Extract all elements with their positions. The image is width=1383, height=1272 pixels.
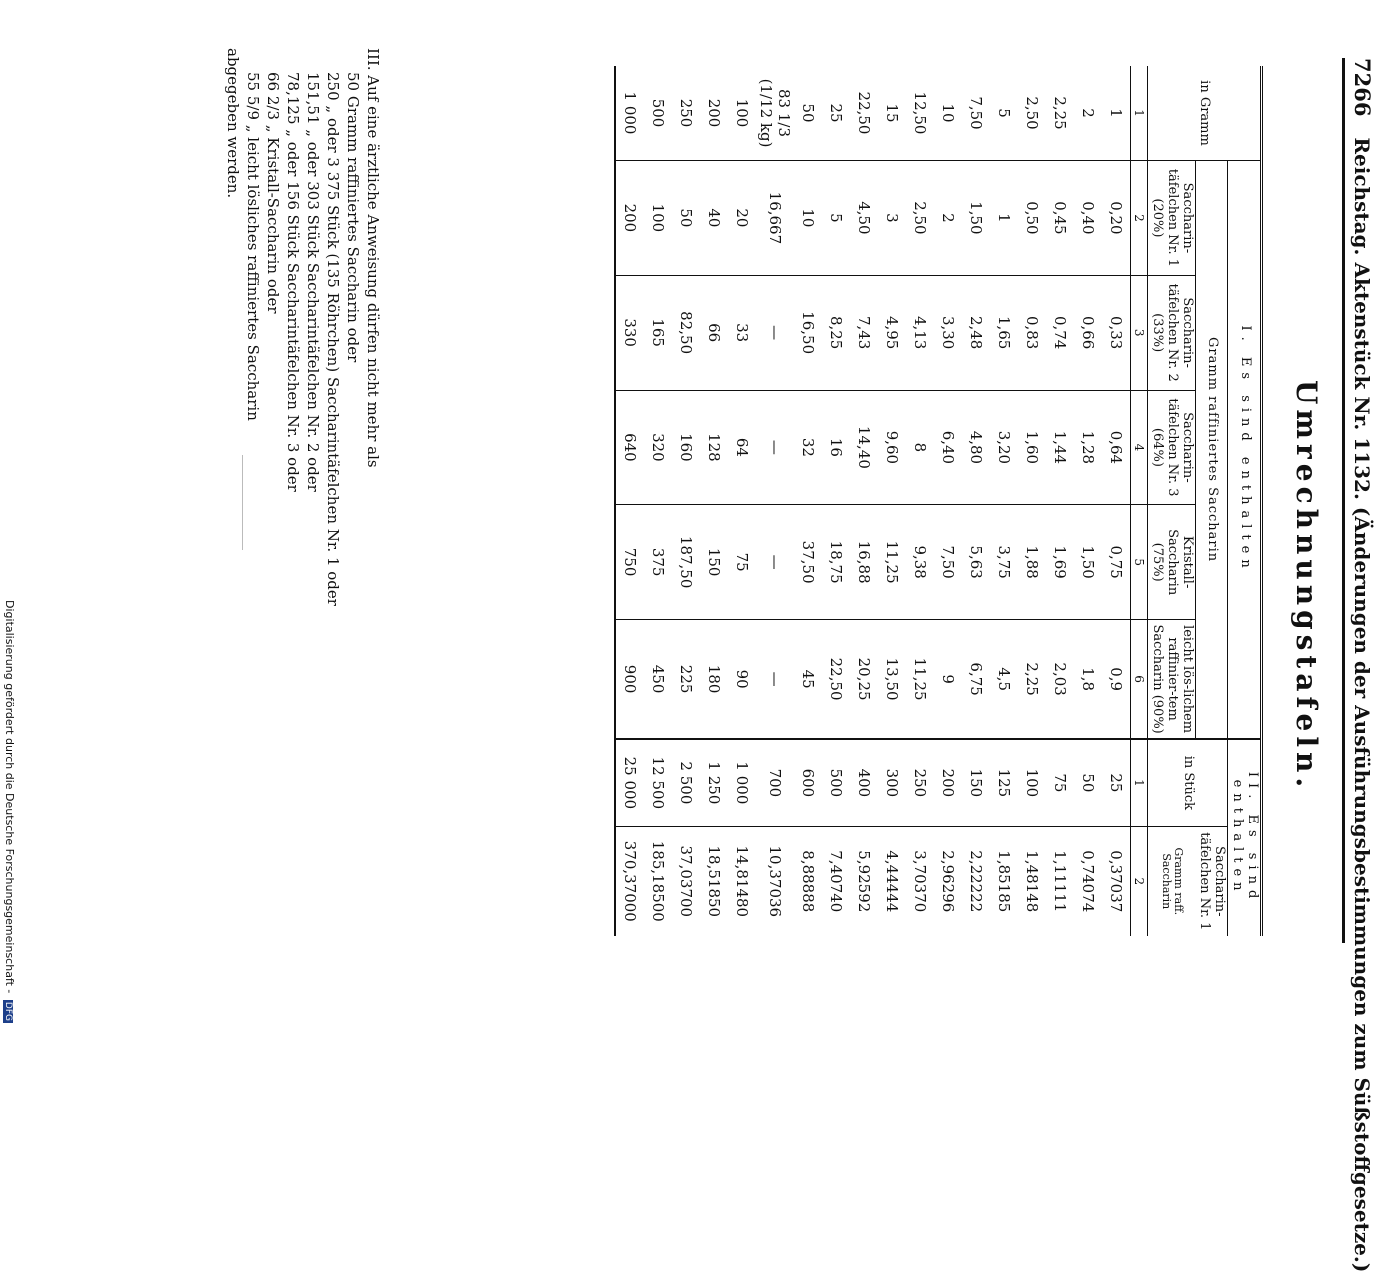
table-cell: 1,50 bbox=[962, 161, 990, 276]
table-cell: 370,37000 bbox=[615, 826, 644, 936]
col-head-kristall: Kristall-Saccharin (75%) bbox=[1147, 505, 1195, 620]
table-cell: 20 bbox=[728, 161, 756, 276]
table-cell: 0,37037 bbox=[1102, 826, 1131, 936]
notes-section bbox=[223, 48, 383, 608]
table-row bbox=[962, 66, 990, 936]
note-line: 55 5/9 „ leicht lösliches raffiniertes Saccharin bbox=[244, 72, 262, 421]
note-line: 66 2/3 „ Kristall-Saccharin oder bbox=[264, 72, 282, 314]
table-cell: 8,25 bbox=[822, 275, 850, 390]
table-cell: 83 1/3 (1/12 kg) bbox=[756, 78, 793, 148]
table-cell: 33 bbox=[728, 275, 756, 390]
table-cell: — bbox=[756, 505, 794, 620]
table-row bbox=[1046, 66, 1074, 936]
table-cell: 750 bbox=[615, 505, 644, 620]
table-cell: 0,75 bbox=[1102, 505, 1131, 620]
table-cell: 16 bbox=[822, 390, 850, 505]
col-head-stueck: in Stück bbox=[1147, 739, 1227, 826]
col-number: 2 bbox=[1130, 826, 1147, 936]
table-cell: 0,33 bbox=[1102, 275, 1131, 390]
col-head-tablet-nr2: Saccharin-täfelchen Nr. 2 (33%) bbox=[1147, 275, 1195, 390]
table-cell: 600 bbox=[794, 739, 822, 826]
table-cell: 2,50 bbox=[1022, 96, 1041, 130]
running-header bbox=[1350, 58, 1375, 1272]
table-cell: 50 bbox=[1074, 739, 1102, 826]
table-cell: 330 bbox=[615, 275, 644, 390]
table-row bbox=[728, 66, 756, 936]
table-row bbox=[700, 66, 728, 936]
table-cell: 450 bbox=[644, 620, 672, 740]
table-cell: 160 bbox=[672, 390, 700, 505]
table-cell: 200 bbox=[934, 739, 962, 826]
col-number: 3 bbox=[1130, 275, 1147, 390]
table-cell: 5 bbox=[994, 108, 1013, 118]
table-cell: 7,40740 bbox=[822, 826, 850, 936]
table-cell: 14,40 bbox=[850, 390, 878, 505]
table-cell: 1,69 bbox=[1046, 505, 1074, 620]
table-cell: 187,50 bbox=[672, 505, 700, 620]
table-row bbox=[878, 66, 906, 936]
table-cell: 10,37036 bbox=[756, 826, 794, 936]
table-cell: 2,48 bbox=[962, 275, 990, 390]
table-cell: 18,51850 bbox=[700, 826, 728, 936]
table-cell: 1,28 bbox=[1074, 390, 1102, 505]
table-cell: 16,50 bbox=[794, 275, 822, 390]
table-cell: 2,22222 bbox=[962, 826, 990, 936]
table-row bbox=[1074, 66, 1102, 936]
table-cell: 9,38 bbox=[906, 505, 934, 620]
table-cell: 7,43 bbox=[850, 275, 878, 390]
table-cell: 0,50 bbox=[1018, 161, 1046, 276]
table-cell: 22,50 bbox=[822, 620, 850, 740]
table-cell: 100 bbox=[644, 161, 672, 276]
table-cell: 5 bbox=[822, 161, 850, 276]
table-cell: 5,92592 bbox=[850, 826, 878, 936]
section-two-label: II. Es sind enthalten bbox=[1228, 739, 1262, 936]
table-cell: 640 bbox=[615, 390, 644, 505]
table-cell: 500 bbox=[648, 98, 667, 128]
note-line: 250 „ oder 3 375 Stück (135 Röhrchen) Saccharintäfelchen Nr. 1 oder bbox=[324, 72, 342, 606]
table-cell: 2 500 bbox=[672, 739, 700, 826]
col-number: 1 bbox=[1130, 66, 1147, 161]
table-cell: 14,81480 bbox=[728, 826, 756, 936]
table-row bbox=[1018, 66, 1046, 936]
table-cell: 4,95 bbox=[878, 275, 906, 390]
header-rule bbox=[1342, 58, 1345, 943]
table-cell: 50 bbox=[798, 103, 817, 123]
table-cell: 400 bbox=[850, 739, 878, 826]
note-line: III. Auf eine ärztliche Anweisung dürfen nicht mehr als bbox=[364, 48, 382, 468]
table-cell: 2 bbox=[1078, 108, 1097, 118]
table-cell: 375 bbox=[644, 505, 672, 620]
table-cell: 5,63 bbox=[962, 505, 990, 620]
conversion-table bbox=[614, 66, 1263, 936]
table-cell: 75 bbox=[1046, 739, 1074, 826]
table-cell: 1,50 bbox=[1074, 505, 1102, 620]
col-head-leicht-loeslich: leicht lös-lichem raffinier-tem Saccharin (90%) bbox=[1147, 620, 1195, 740]
table-cell: 50 bbox=[672, 161, 700, 276]
table-cell: 11,25 bbox=[878, 505, 906, 620]
header-text: Reichstag. Aktenstück Nr. 1132. (Änderungen der Ausführungsbestimmungen zum Süßstoffgesetze.) bbox=[1350, 137, 1374, 1272]
table-cell: 0,64 bbox=[1102, 390, 1131, 505]
table-cell: 82,50 bbox=[672, 275, 700, 390]
table-cell: 500 bbox=[822, 739, 850, 826]
table-cell: 0,9 bbox=[1102, 620, 1131, 740]
table-cell: 37,03700 bbox=[672, 826, 700, 936]
col-head-raff-saccharin: Gramm raff. Saccharin bbox=[1147, 826, 1195, 936]
table-cell: 16,88 bbox=[850, 505, 878, 620]
table-cell: 64 bbox=[728, 390, 756, 505]
table-cell: 1 250 bbox=[700, 739, 728, 826]
table-row bbox=[756, 66, 794, 936]
credit-text: Digitalisierung gefördert durch die Deutsche Forschungsgemeinschaft - bbox=[3, 600, 16, 994]
section-one-sub-label: Gramm raffiniertes Saccharin bbox=[1195, 161, 1227, 740]
faint-rule bbox=[242, 455, 243, 550]
table-cell: 4,44444 bbox=[878, 826, 906, 936]
table-cell: 1,85185 bbox=[990, 826, 1018, 936]
table-cell: 2,96296 bbox=[934, 826, 962, 936]
table-cell: — bbox=[756, 390, 794, 505]
table-cell: 32 bbox=[794, 390, 822, 505]
table-cell: 25 000 bbox=[615, 739, 644, 826]
table-cell: 0,40 bbox=[1074, 161, 1102, 276]
table-cell: 1,11111 bbox=[1046, 826, 1074, 936]
table-cell: 225 bbox=[672, 620, 700, 740]
note-line: abgegeben werden. bbox=[224, 48, 242, 199]
table-cell: 3,70370 bbox=[906, 826, 934, 936]
table-cell: 10 bbox=[794, 161, 822, 276]
table-cell: 2 bbox=[934, 161, 962, 276]
table-cell: 3,30 bbox=[934, 275, 962, 390]
table-cell: 11,25 bbox=[906, 620, 934, 740]
table-cell: 125 bbox=[990, 739, 1018, 826]
table-row bbox=[615, 66, 644, 936]
table-cell: 40 bbox=[700, 161, 728, 276]
table-row bbox=[672, 66, 700, 936]
table-cell: 180 bbox=[700, 620, 728, 740]
table-cell: 100 bbox=[732, 98, 751, 128]
table-cell: — bbox=[756, 275, 794, 390]
table-cell: 22,50 bbox=[854, 91, 873, 135]
table-cell: 9,60 bbox=[878, 390, 906, 505]
table-cell: 2,25 bbox=[1018, 620, 1046, 740]
table-cell: 165 bbox=[644, 275, 672, 390]
table-cell: 3 bbox=[878, 161, 906, 276]
table-cell: 1,88 bbox=[1018, 505, 1046, 620]
table-cell: 250 bbox=[676, 98, 695, 128]
table-cell: 66 bbox=[700, 275, 728, 390]
table-cell: 200 bbox=[704, 98, 723, 128]
col-number: 6 bbox=[1130, 620, 1147, 740]
table-cell: 4,80 bbox=[962, 390, 990, 505]
table-cell: 0,20 bbox=[1102, 161, 1131, 276]
table-cell: 25 bbox=[826, 103, 845, 123]
table-cell: 12,50 bbox=[910, 91, 929, 135]
table-cell: 4,50 bbox=[850, 161, 878, 276]
table-cell: 18,75 bbox=[822, 505, 850, 620]
table-cell: 16,667 bbox=[756, 161, 794, 276]
table-cell: 1,65 bbox=[990, 275, 1018, 390]
page-number: 7266 bbox=[1350, 58, 1375, 117]
table-cell: 8 bbox=[906, 390, 934, 505]
table-cell: 100 bbox=[1018, 739, 1046, 826]
table-cell: 1,60 bbox=[1018, 390, 1046, 505]
table-cell: 150 bbox=[962, 739, 990, 826]
table-cell: 7,50 bbox=[934, 505, 962, 620]
table-cell: 2,25 bbox=[1050, 96, 1069, 130]
table-cell: 128 bbox=[700, 390, 728, 505]
table-cell: 4,5 bbox=[990, 620, 1018, 740]
table-cell: 0,45 bbox=[1046, 161, 1074, 276]
table-cell: 1,48148 bbox=[1018, 826, 1046, 936]
table-cell: 0,83 bbox=[1018, 275, 1046, 390]
table-cell: 12 500 bbox=[644, 739, 672, 826]
table-cell: 0,66 bbox=[1074, 275, 1102, 390]
col-number: 5 bbox=[1130, 505, 1147, 620]
table-cell: 1,44 bbox=[1046, 390, 1074, 505]
table-cell: 320 bbox=[644, 390, 672, 505]
table-cell: 1,8 bbox=[1074, 620, 1102, 740]
table-cell: 3,20 bbox=[990, 390, 1018, 505]
col-number: 2 bbox=[1130, 161, 1147, 276]
table-row bbox=[934, 66, 962, 936]
table-cell: 15 bbox=[882, 103, 901, 123]
table-cell: 6,40 bbox=[934, 390, 962, 505]
table-cell: 90 bbox=[728, 620, 756, 740]
table-cell: 300 bbox=[878, 739, 906, 826]
table-cell: 7,50 bbox=[966, 96, 985, 130]
table-cell: 9 bbox=[934, 620, 962, 740]
col-head-tablet-nr1: Saccharin-täfelchen Nr. 1 (20%) bbox=[1147, 161, 1195, 276]
section-one-label: I. Es sind enthalten bbox=[1228, 161, 1262, 740]
note-line: 50 Gramm raffiniertes Saccharin oder bbox=[344, 72, 362, 363]
table-cell: 8,88888 bbox=[794, 826, 822, 936]
table-row bbox=[1102, 66, 1131, 936]
table-row bbox=[822, 66, 850, 936]
table-cell: 250 bbox=[906, 739, 934, 826]
page-title: Umrechnungstafeln. bbox=[1290, 380, 1323, 793]
table-cell: 185,18500 bbox=[644, 826, 672, 936]
table-cell: 4,13 bbox=[906, 275, 934, 390]
table-row bbox=[794, 66, 822, 936]
table-cell: 700 bbox=[756, 739, 794, 826]
table-cell: 2,03 bbox=[1046, 620, 1074, 740]
table-cell: 1 000 bbox=[728, 739, 756, 826]
col-head-tablet-nr3: Saccharin-täfelchen Nr. 3 (64%) bbox=[1147, 390, 1195, 505]
table-cell: 37,50 bbox=[794, 505, 822, 620]
table-cell: 200 bbox=[615, 161, 644, 276]
table-cell: 1 bbox=[990, 161, 1018, 276]
table-body bbox=[615, 66, 1131, 936]
col-head-gramm: in Gramm bbox=[1147, 66, 1261, 161]
table-cell: 75 bbox=[728, 505, 756, 620]
table-cell: 1 000 bbox=[615, 66, 644, 161]
table-row bbox=[644, 66, 672, 936]
table-cell: 45 bbox=[794, 620, 822, 740]
table-cell: 1 bbox=[1106, 108, 1125, 118]
table-cell: 6,75 bbox=[962, 620, 990, 740]
table-cell: 13,50 bbox=[878, 620, 906, 740]
col-number: 1 bbox=[1130, 739, 1147, 826]
col-number: 4 bbox=[1130, 390, 1147, 505]
col-head-tablet-1: Saccharin-täfelchen Nr. 1 bbox=[1195, 826, 1227, 936]
table-cell: 0,74 bbox=[1046, 275, 1074, 390]
table-cell: 0,74074 bbox=[1074, 826, 1102, 936]
table-cell: 900 bbox=[615, 620, 644, 740]
table-row bbox=[850, 66, 878, 936]
table-row bbox=[990, 66, 1018, 936]
note-line: 151,51 „ oder 303 Stück Saccharintäfelchen Nr. 2 oder bbox=[304, 72, 322, 492]
note-line: 78,125 „ oder 156 Stück Saccharintäfelchen Nr. 3 oder bbox=[284, 72, 302, 492]
table-cell: 3,75 bbox=[990, 505, 1018, 620]
table-cell: 2,50 bbox=[906, 161, 934, 276]
table-row bbox=[906, 66, 934, 936]
table-cell: — bbox=[756, 620, 794, 740]
digitization-credit bbox=[3, 600, 16, 1023]
table-cell: 20,25 bbox=[850, 620, 878, 740]
table-cell: 25 bbox=[1102, 739, 1131, 826]
dfg-logo-icon: DFG bbox=[3, 1001, 13, 1021]
table-cell: 10 bbox=[938, 103, 957, 123]
table-cell: 150 bbox=[700, 505, 728, 620]
